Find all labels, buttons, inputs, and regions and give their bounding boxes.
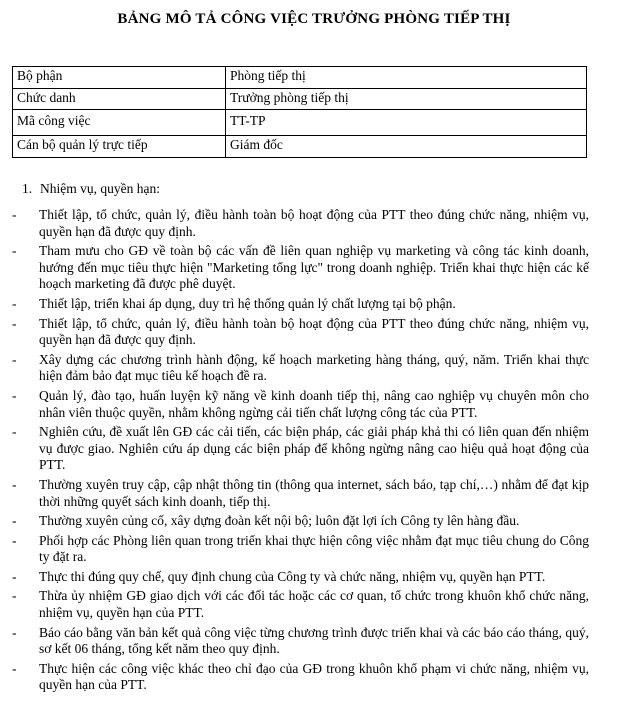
duty-text: Thừa ủy nhiệm GĐ giao dịch với các đối tác hoặc các cơ quan, tổ chức trong khuôn khổ chức năng, nhiệm vụ, quyền hạn của PTT. [39, 588, 589, 621]
table-row [13, 110, 587, 136]
bullet-dash: - [12, 243, 17, 259]
info-label: Mã công việc [13, 110, 226, 136]
bullet-dash: - [12, 588, 17, 604]
duty-text: Thường xuyên củng cố, xây dựng đoàn kết nội bộ; luôn đặt lợi ích Công ty lên hàng đầu. [39, 513, 520, 529]
list-item [12, 207, 589, 240]
duty-text: Quản lý, đào tạo, huấn luyện kỹ năng về kinh doanh tiếp thị, nâng cao nghiệp vụ chuyên môn cho nhân viên thuộc quyền, nhằm không ngừng cải tiến chất lượng công tác của PTT. [39, 387, 589, 420]
duty-text: Tham mưu cho GĐ về toàn bộ các vấn đề liên quan nghiệp vụ marketing và công tác kinh doanh, hướng đến mục tiêu thực hiện "Marketing tổng lực" trong doanh nghiệp. Triển khai thực hiện các kế hoạch marketing đã được phê duyệt. [39, 243, 589, 292]
bullet-dash: - [12, 315, 17, 331]
list-item [12, 352, 589, 385]
duty-text: Thiết lập, tổ chức, quản lý, điều hành toàn bộ hoạt động của PTT theo đúng chức năng, nhiệm vụ, quyền hạn đã được quy định. [39, 315, 589, 348]
list-item [12, 243, 589, 293]
duties-list [12, 207, 589, 697]
duty-text: Phối hợp các Phòng liên quan trong triển khai thực hiện công việc nhằm đạt mục tiêu chung do Công ty đặt ra. [39, 532, 589, 565]
list-item [12, 316, 589, 349]
info-label: Chức danh [13, 89, 226, 110]
bullet-dash: - [12, 568, 17, 584]
list-item [12, 625, 589, 658]
bullet-dash: - [12, 532, 17, 548]
bullet-dash: - [12, 424, 17, 440]
bullet-dash: - [12, 624, 17, 640]
list-item [12, 424, 589, 474]
list-item [12, 477, 589, 510]
section-title: Nhiệm vụ, quyền hạn: [40, 181, 160, 196]
table-row [13, 136, 587, 158]
list-item [12, 533, 589, 566]
bullet-dash: - [12, 351, 17, 367]
list-item [12, 569, 589, 586]
duty-text: Nghiên cứu, đề xuất lên GĐ các cải tiến, các biện pháp, các giải pháp khả thi có liên quan đến nhiệm vụ được giao. Nghiên cứu áp dụng các biện pháp để không ngừng nâng cao hiệu quả hoạt động của PTT. [39, 424, 589, 473]
duty-text: Thực hiện các công việc khác theo chỉ đạo của GĐ trong khuôn khổ phạm vi chức năng, nhiệm vụ, quyền hạn của PTT. [39, 660, 589, 693]
bullet-dash: - [12, 387, 17, 403]
list-item [12, 513, 589, 530]
duty-text: Thực thi đúng quy chế, quy định chung của Công ty và chức năng, nhiệm vụ, quyền hạn PTT. [39, 568, 546, 584]
duty-text: Báo cáo bằng văn bản kết quả công việc từng chương trình được triển khai và các báo cáo tháng, quý, sơ kết 06 tháng, tổng kết năm theo quy định. [39, 624, 589, 657]
info-label: Bộ phận [13, 67, 226, 89]
table-row [13, 89, 587, 110]
info-value: TT-TP [226, 110, 587, 136]
section-number: 1. [22, 181, 33, 196]
table-row [13, 67, 587, 89]
bullet-dash: - [12, 476, 17, 492]
job-info-table [12, 66, 587, 158]
info-value: Trưởng phòng tiếp thị [226, 89, 587, 110]
duty-text: Xây dựng các chương trình hành động, kế hoạch marketing hàng tháng, quý, năm. Triển khai thực hiện đảm bảo đạt mục tiêu kế hoạch đề ra. [39, 351, 589, 384]
duty-text: Thiết lập, tổ chức, quản lý, điều hành toàn bộ hoạt động của PTT theo đúng chức năng, nhiệm vụ, quyền hạn đã được quy định. [39, 207, 589, 239]
bullet-dash: - [12, 513, 17, 529]
info-value: Giám đốc [226, 136, 587, 158]
duty-text: Thường xuyên truy cập, cập nhật thông tin (thông qua internet, sách báo, tạp chí,…) nhằm để đạt kịp thời những quyết sách kinh doanh, tiếp thị. [39, 476, 589, 509]
list-item [12, 661, 589, 694]
list-item [12, 588, 589, 621]
section-heading [22, 181, 160, 197]
duty-text: Thiết lập, triển khai áp dụng, duy trì hệ thống quản lý chất lượng tại bộ phận. [39, 295, 456, 311]
bullet-dash: - [12, 295, 17, 311]
list-item [12, 388, 589, 421]
document-title: BẢNG MÔ TẢ CÔNG VIỆC TRƯỞNG PHÒNG TIẾP THỊ [117, 11, 511, 27]
bullet-dash: - [12, 660, 17, 676]
info-label: Cán bộ quản lý trực tiếp [13, 136, 226, 158]
list-item [12, 296, 589, 313]
info-value: Phòng tiếp thị [226, 67, 587, 89]
bullet-dash: - [12, 207, 17, 222]
